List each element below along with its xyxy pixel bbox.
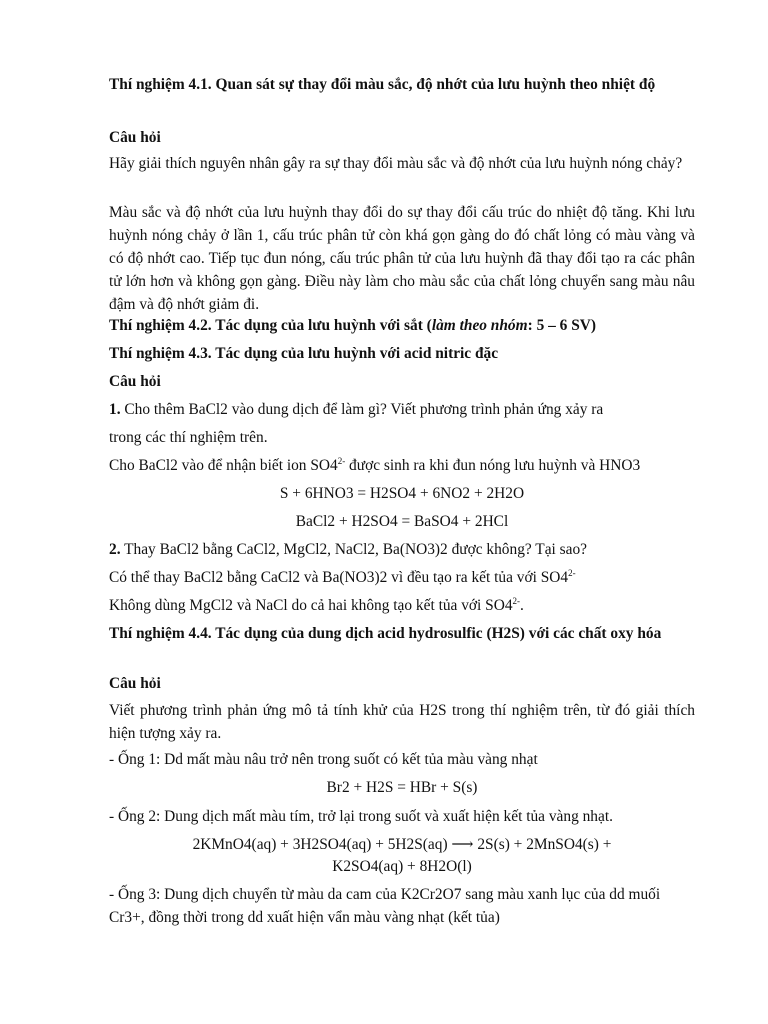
exp42-title-pre: Thí nghiệm 4.2. Tác dụng của lưu huỳnh với sắt ( [109,317,432,334]
exp43-answer-2-line1 [109,566,695,589]
exp43-a2-line1-superscript: 2- [568,568,576,578]
exp44-tube-2-equation-line1: 2KMnO4(aq) + 3H2SO4(aq) + 5H2S(aq) ⟶ 2S(s) + 2MnSO4(s) + [192,836,612,853]
exp44-tube-2-equation-line2: K2SO4(aq) + 8H2O(l) [332,858,472,875]
exp43-question-1 [109,398,695,421]
exp43-question-2 [109,538,695,561]
exp44-title: Thí nghiệm 4.4. Tác dụng của dung dịch acid hydrosulfic (H2S) với các chất oxy hóa [109,625,662,642]
exp44-question-heading: Câu hỏi [109,675,161,692]
exp41-title: Thí nghiệm 4.1. Quan sát sự thay đổi màu sắc, độ nhớt của lưu huỳnh theo nhiệt độ [109,76,656,93]
exp44-tube-1-equation: Br2 + H2S = HBr + S(s) [326,779,478,796]
exp43-question-1-cont: trong các thí nghiệm trên. [109,429,268,446]
exp43-answer-1 [109,454,695,477]
exp43-q2-text: Thay BaCl2 bằng CaCl2, MgCl2, NaCl2, Ba(NO3)2 được không? Tại sao? [120,541,587,558]
exp43-equation-1: S + 6HNO3 = H2SO4 + 6NO2 + 2H2O [279,485,525,502]
exp43-a1-rest: được sinh ra khi đun nóng lưu huỳnh và HNO3 [345,457,641,474]
exp44-tube-1: - Ống 1: Dd mất màu nâu trở nên trong suốt có kết tủa màu vàng nhạt [109,751,538,768]
exp42-title [109,314,695,337]
exp44-tube-2: - Ống 2: Dung dịch mất màu tím, trở lại trong suốt và xuất hiện kết tủa vàng nhạt. [109,808,613,825]
exp43-q2-number: 2. [109,541,121,558]
exp43-equation-2: BaCl2 + H2SO4 = BaSO4 + 2HCl [295,513,509,530]
exp41-question-heading: Câu hỏi [109,129,161,146]
exp43-question-heading: Câu hỏi [109,373,161,390]
exp41-answer: Màu sắc và độ nhớt của lưu huỳnh thay đổi do sự thay đổi cấu trúc do nhiệt độ tăng. Khi lưu huỳnh nóng chảy ở lần 1, cấu trúc phân tử còn khá gọn gàng do đó chất lỏng có màu vàng và có độ nhớt cao. Tiếp tục đun nóng, cấu trúc phân tử của lưu huỳnh đã thay đổi tạo ra các phân tử lớn hơn và không gọn gàng. Điều này làm cho màu sắc của chất lỏng chuyển sang màu nâu đậm và độ nhớt giảm đi. [109,204,695,313]
exp43-a2-line2-superscript: 2- [512,596,521,606]
exp43-a2-line2-text: Không dùng MgCl2 và NaCl do cả hai không tạo kết tủa với SO4 [109,597,513,614]
exp43-a2-line1-text: Có thể thay BaCl2 bằng CaCl2 và Ba(NO3)2 vì đều tạo ra kết tủa với SO4 [109,569,569,586]
exp41-question: Hãy giải thích nguyên nhân gây ra sự thay đổi màu sắc và độ nhớt của lưu huỳnh nóng chảy? [109,155,683,172]
exp43-a1-text: Cho BaCl2 vào để nhận biết ion SO4 [109,457,338,474]
exp43-q1-number: 1. [109,401,121,418]
exp42-title-italic: làm theo nhóm [431,317,528,334]
exp43-a2-line2-end: . [520,597,524,614]
exp43-q1-text: Cho thêm BaCl2 vào dung dịch để làm gì? Viết phương trình phản ứng xảy ra [120,401,604,418]
exp42-title-post: : 5 – 6 SV) [527,317,597,334]
exp43-title: Thí nghiệm 4.3. Tác dụng của lưu huỳnh với acid nitric đặc [109,345,499,362]
exp43-answer-2-line2 [109,594,695,617]
exp44-question: Viết phương trình phản ứng mô tả tính khử của H2S trong thí nghiệm trên, từ đó giải thích hiện tượng xảy ra. [109,702,695,742]
exp44-tube-3: - Ống 3: Dung dịch chuyển từ màu da cam của K2Cr2O7 sang màu xanh lục của dd muối Cr3+, đồng thời trong dd xuất hiện vẩn màu vàng nhạt (kết tủa) [109,886,661,926]
exp43-a1-superscript: 2- [337,456,346,466]
